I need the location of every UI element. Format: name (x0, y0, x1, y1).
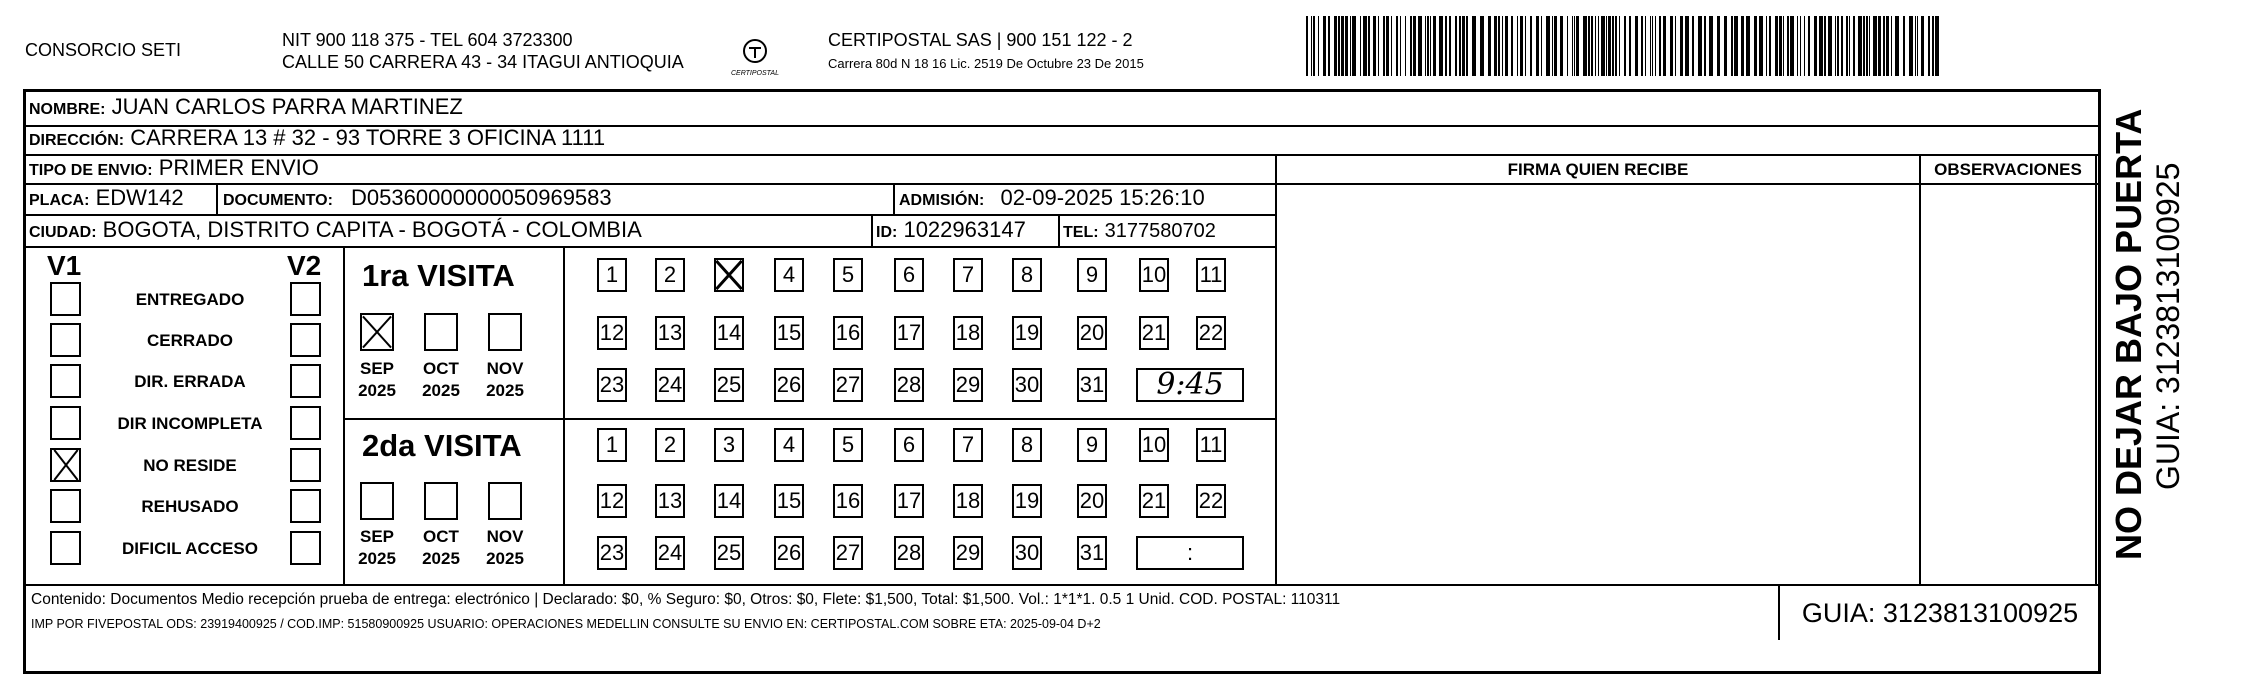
barcode-bar (1606, 16, 1607, 76)
day-30[interactable]: 30 (1012, 368, 1042, 402)
day-9[interactable]: 9 (1077, 258, 1107, 292)
day-4[interactable]: 4 (774, 428, 804, 462)
month-checkbox-oct[interactable] (424, 313, 458, 351)
day-20[interactable]: 20 (1077, 316, 1107, 350)
month-name: SEP (359, 527, 395, 546)
day-29[interactable]: 29 (953, 368, 983, 402)
barcode-bar (1418, 16, 1422, 76)
v1-header: V1 (47, 250, 82, 281)
status-label: CERRADO (147, 331, 233, 350)
barcode-bar (1466, 16, 1468, 76)
month-name: NOV (486, 527, 524, 546)
barcode-bar (1360, 16, 1361, 76)
status-label: ENTREGADO (135, 290, 245, 309)
month-year: 2025 (486, 381, 524, 400)
visit1-time-value: 9:45 (1156, 367, 1224, 402)
barcode-bar (1754, 16, 1757, 76)
v2-checkbox[interactable] (290, 364, 321, 398)
barcode-bar (1352, 16, 1356, 76)
day-31[interactable]: 31 (1077, 368, 1107, 402)
day-17[interactable]: 17 (894, 484, 924, 518)
v1-checkbox[interactable] (50, 282, 81, 316)
day-11[interactable]: 11 (1196, 428, 1226, 462)
barcode-bar (1462, 16, 1465, 76)
barcode-bar (1928, 16, 1930, 76)
barcode-bar (1917, 16, 1918, 76)
barcode-bar (1635, 16, 1638, 76)
month-checkbox-nov[interactable] (488, 313, 522, 351)
barcode-bar (1629, 16, 1631, 76)
barcode-bar (1783, 16, 1784, 76)
barcode-bar (1433, 16, 1436, 76)
tel-cell (1063, 217, 1216, 243)
visit2-time-value: : (1186, 540, 1194, 565)
day-15[interactable]: 15 (774, 316, 804, 350)
barcode-bar (1425, 16, 1426, 76)
barcode-bar (1350, 16, 1351, 76)
barcode-bar (1841, 16, 1843, 76)
barcode-bar (1779, 16, 1782, 76)
barcode-bar (1546, 16, 1550, 76)
barcode-bar (1576, 16, 1579, 76)
day-25[interactable]: 25 (714, 536, 744, 570)
day-28[interactable]: 28 (894, 368, 924, 402)
barcode-bar (1383, 16, 1385, 76)
id-value: 1022963147 (903, 217, 1026, 242)
address-line: CALLE 50 CARRERA 43 - 34 ITAGUI ANTIOQUIA (282, 52, 684, 72)
admision-label: ADMISIÓN: (899, 192, 985, 209)
logo-text: CERTIPOSTAL (731, 70, 779, 77)
tel-label: TEL: (1063, 224, 1099, 241)
day-5[interactable]: 5 (833, 428, 863, 462)
certipostal-logo (730, 34, 780, 82)
status-label: DIR. ERRADA (134, 372, 246, 391)
day-6[interactable]: 6 (894, 428, 924, 462)
barcode-bar (1574, 16, 1575, 76)
barcode-bar (1663, 16, 1666, 76)
admision-value: 02-09-2025 15:26:10 (1000, 185, 1205, 210)
placa-label: PLACA: (29, 192, 90, 209)
barcode-bar (1808, 16, 1810, 76)
barcode-bar (1439, 16, 1443, 76)
guia-box: GUIA: 3123813100925 (1801, 598, 2079, 628)
barcode-bar (1472, 16, 1476, 76)
barcode-bar (1873, 16, 1877, 76)
barcode-bar (1536, 16, 1539, 76)
day-31[interactable]: 31 (1077, 536, 1107, 570)
month-year: 2025 (422, 549, 460, 568)
day-21[interactable]: 21 (1139, 316, 1169, 350)
barcode-bar (1318, 16, 1319, 76)
barcode-bar (1505, 16, 1508, 76)
barcode-bar (1717, 16, 1720, 76)
barcode-bar (1363, 16, 1367, 76)
day-17[interactable]: 17 (894, 316, 924, 350)
direccion-value: CARRERA 13 # 32 - 93 TORRE 3 OFICINA 1111 (130, 125, 606, 150)
month-year: 2025 (358, 549, 396, 568)
day-30[interactable]: 30 (1012, 536, 1042, 570)
id-cell (876, 217, 1026, 243)
barcode-bar (1588, 16, 1590, 76)
footer-line2: IMP POR FIVEPOSTAL ODS: 23919400925 / COD.IMP: 51580900925 USUARIO: OPERACIONES MEDELLIN CONSULTE SU ENVIO EN: CERTIPOSTAL.COM SOBRE ETA: 2025-09-04 D+2 (31, 617, 1101, 631)
barcode-bar (1921, 16, 1924, 76)
company-name: CONSORCIO SETI (25, 40, 182, 60)
barcode-bar (1824, 16, 1826, 76)
day-16[interactable]: 16 (833, 484, 863, 518)
barcode-bar (1932, 16, 1934, 76)
barcode-bar (1886, 16, 1889, 76)
barcode-bar (1878, 16, 1881, 76)
barcode-bar (1814, 16, 1817, 76)
month-name: OCT (423, 359, 459, 378)
barcode-bar (1410, 16, 1412, 76)
day-19[interactable]: 19 (1012, 316, 1042, 350)
barcode-bar (1306, 16, 1308, 76)
day-21[interactable]: 21 (1139, 484, 1169, 518)
barcode-bar (1853, 16, 1855, 76)
v1-checkbox[interactable] (50, 448, 81, 482)
ciudad-cell (29, 217, 642, 243)
barcode-bar (1459, 16, 1461, 76)
barcode-bar (1488, 16, 1491, 76)
barcode-bar (1787, 16, 1789, 76)
barcode-bar (1378, 16, 1379, 76)
firma-header: FIRMA QUIEN RECIBE (1507, 160, 1689, 179)
month-checkbox-nov[interactable] (488, 482, 522, 520)
v1-checkbox[interactable] (50, 323, 81, 357)
barcode-bar (1572, 16, 1573, 76)
v2-checkbox[interactable] (290, 531, 321, 565)
month-checkbox-oct[interactable] (424, 482, 458, 520)
day-2[interactable]: 2 (655, 258, 685, 292)
day-20[interactable]: 20 (1077, 484, 1107, 518)
barcode-bar (1368, 16, 1370, 76)
barcode-bar (1731, 16, 1733, 76)
day-7[interactable]: 7 (953, 428, 983, 462)
day-3[interactable]: 3 (714, 428, 744, 462)
day-1[interactable]: 1 (597, 258, 627, 292)
day-5[interactable]: 5 (833, 258, 863, 292)
barcode-bar (1554, 16, 1557, 76)
visit2-title: 2da VISITA (362, 428, 522, 463)
side-guia: GUIA: 3123813100925 (2150, 162, 2186, 490)
barcode-bar (1800, 16, 1801, 76)
v2-checkbox[interactable] (290, 406, 321, 440)
day-14[interactable]: 14 (714, 484, 744, 518)
placa-cell (29, 185, 184, 211)
barcode-bar (1445, 16, 1447, 76)
day-11[interactable]: 11 (1196, 258, 1226, 292)
barcode-bar (1775, 16, 1778, 76)
day-19[interactable]: 19 (1012, 484, 1042, 518)
barcode-bar (1895, 16, 1899, 76)
status-label: NO RESIDE (143, 456, 237, 475)
barcode-bar (1645, 16, 1646, 76)
barcode-bar (1704, 16, 1706, 76)
placa-value: EDW142 (95, 185, 184, 210)
month-checkbox-sep[interactable] (360, 313, 394, 351)
barcode-bar (1608, 16, 1611, 76)
barcode-bar (1455, 16, 1457, 76)
month-name: NOV (486, 359, 524, 378)
side-warning: NO DEJAR BAJO PUERTA (2108, 108, 2149, 560)
ciudad-value: BOGOTA, DISTRITO CAPITA - BOGOTÁ - COLOMBIA (102, 217, 642, 242)
day-14[interactable]: 14 (714, 316, 744, 350)
nombre-label: NOMBRE: (29, 101, 106, 118)
barcode-bar (1746, 16, 1750, 76)
barcode-bar (1759, 16, 1763, 76)
month-year: 2025 (486, 549, 524, 568)
day-8[interactable]: 8 (1012, 428, 1042, 462)
day-10[interactable]: 10 (1139, 428, 1169, 462)
barcode-bar (1591, 16, 1593, 76)
day-25[interactable]: 25 (714, 368, 744, 402)
barcode-bar (1552, 16, 1553, 76)
day-26[interactable]: 26 (774, 368, 804, 402)
barcode-bar (1498, 16, 1500, 76)
barcode-bar (1903, 16, 1905, 76)
barcode-bar (1413, 16, 1416, 76)
visit2-time[interactable] (1136, 536, 1244, 570)
day-18[interactable]: 18 (953, 316, 983, 350)
barcode-bar (1598, 16, 1599, 76)
barcode (1306, 16, 1941, 80)
nit-line: NIT 900 118 375 - TEL 604 3723300 (282, 30, 573, 50)
month-label (475, 526, 535, 570)
barcode-bar (1766, 16, 1767, 76)
barcode-bar (1797, 16, 1798, 76)
barcode-bar (1520, 16, 1523, 76)
v2-checkbox[interactable] (290, 489, 321, 523)
barcode-bar (1373, 16, 1376, 76)
day-13[interactable]: 13 (655, 484, 685, 518)
barcode-bar (1530, 16, 1532, 76)
barcode-bar (1698, 16, 1702, 76)
barcode-bar (1804, 16, 1805, 76)
barcode-bar (1709, 16, 1713, 76)
barcode-bar (1685, 16, 1689, 76)
barcode-bar (1790, 16, 1794, 76)
day-29[interactable]: 29 (953, 536, 983, 570)
day-12[interactable]: 12 (597, 316, 627, 350)
barcode-bar (1567, 16, 1568, 76)
barcode-bar (1494, 16, 1497, 76)
day-27[interactable]: 27 (833, 368, 863, 402)
barcode-bar (1583, 16, 1587, 76)
barcode-bar (1615, 16, 1617, 76)
month-year: 2025 (358, 381, 396, 400)
barcode-bar (1883, 16, 1885, 76)
v2-checkbox[interactable] (290, 448, 321, 482)
day-23[interactable]: 23 (597, 536, 627, 570)
barcode-bar (1328, 16, 1330, 76)
barcode-bar (1891, 16, 1892, 76)
observaciones-header: OBSERVACIONES (1934, 160, 2082, 179)
status-label: DIR INCOMPLETA (117, 414, 263, 433)
day-24[interactable]: 24 (655, 536, 685, 570)
barcode-bar (1313, 16, 1315, 76)
barcode-bar (1680, 16, 1683, 76)
barcode-bar (1858, 16, 1862, 76)
nombre-row (29, 94, 463, 120)
barcode-bar (1541, 16, 1542, 76)
month-label (347, 526, 407, 570)
barcode-bar (1652, 16, 1653, 76)
day-9[interactable]: 9 (1077, 428, 1107, 462)
barcode-bar (1849, 16, 1850, 76)
barcode-bar (1601, 16, 1605, 76)
admision-cell (899, 185, 1205, 211)
barcode-bar (1655, 16, 1656, 76)
barcode-bar (1427, 16, 1429, 76)
barcode-bar (1915, 16, 1916, 76)
status-label: REHUSADO (141, 497, 239, 516)
barcode-bar (1724, 16, 1727, 76)
barcode-bar (1624, 16, 1626, 76)
v1-checkbox[interactable] (50, 406, 81, 440)
barcode-bar (1869, 16, 1870, 76)
documento-label: DOCUMENTO: (223, 192, 333, 209)
day-18[interactable]: 18 (953, 484, 983, 518)
day-1[interactable]: 1 (597, 428, 627, 462)
barcode-bar (1670, 16, 1673, 76)
tipo-label: TIPO DE ENVIO: (29, 162, 153, 179)
barcode-bar (1659, 16, 1661, 76)
month-label (475, 358, 535, 402)
day-7[interactable]: 7 (953, 258, 983, 292)
barcode-bar (1692, 16, 1694, 76)
barcode-bar (1511, 16, 1513, 76)
barcode-bar (1391, 16, 1392, 76)
documento-cell (223, 185, 612, 211)
barcode-bar (1769, 16, 1771, 76)
barcode-bar (1866, 16, 1868, 76)
v1-checkbox[interactable] (50, 531, 81, 565)
barcode-bar (1835, 16, 1836, 76)
v2-checkbox[interactable] (290, 282, 321, 316)
month-label (411, 358, 471, 402)
id-label: ID: (876, 224, 898, 241)
month-label (347, 358, 407, 402)
ciudad-label: CIUDAD: (29, 224, 97, 241)
day-22[interactable]: 22 (1196, 316, 1226, 350)
day-15[interactable]: 15 (774, 484, 804, 518)
barcode-bar (1846, 16, 1848, 76)
barcode-bar (1741, 16, 1744, 76)
barcode-bar (1386, 16, 1389, 76)
day-28[interactable]: 28 (894, 536, 924, 570)
day-26[interactable]: 26 (774, 536, 804, 570)
direccion-row (29, 125, 605, 151)
day-27[interactable]: 27 (833, 536, 863, 570)
visit1-title: 1ra VISITA (362, 258, 515, 293)
barcode-bar (1334, 16, 1337, 76)
day-3[interactable] (714, 258, 744, 292)
day-24[interactable]: 24 (655, 368, 685, 402)
barcode-bar (1675, 16, 1676, 76)
tipo-value: PRIMER ENVIO (158, 155, 319, 180)
barcode-bar (1311, 16, 1312, 76)
day-6[interactable]: 6 (894, 258, 924, 292)
v2-checkbox[interactable] (290, 323, 321, 357)
day-22[interactable]: 22 (1196, 484, 1226, 518)
visit1-time[interactable] (1136, 368, 1244, 402)
barcode-bar (1828, 16, 1832, 76)
barcode-bar (1612, 16, 1614, 76)
documento-value: D05360000000050969583 (351, 185, 612, 210)
day-12[interactable]: 12 (597, 484, 627, 518)
v2-header: V2 (287, 250, 322, 281)
barcode-bar (1595, 16, 1596, 76)
barcode-bar (1396, 16, 1398, 76)
barcode-bar (1323, 16, 1326, 76)
barcode-bar (1345, 16, 1348, 76)
barcode-bar (1641, 16, 1643, 76)
barcode-bar (1449, 16, 1451, 76)
day-2[interactable]: 2 (655, 428, 685, 462)
barcode-bar (1935, 16, 1939, 76)
v1-checkbox[interactable] (50, 489, 81, 523)
barcode-bar (1341, 16, 1344, 76)
certipostal-line: CERTIPOSTAL SAS | 900 151 122 - 2 (828, 30, 1133, 50)
barcode-bar (1863, 16, 1865, 76)
barcode-bar (1734, 16, 1738, 76)
barcode-bar (1480, 16, 1484, 76)
day-16[interactable]: 16 (833, 316, 863, 350)
license-line: Carrera 80d N 18 16 Lic. 2519 De Octubre 23 De 2015 (828, 56, 1144, 71)
footer-line1: Contenido: Documentos Medio recepción prueba de entrega: electrónico | Declarado: $0, % Seguro: $0, Otros: $0, Flete: $1,500, Total: $1,500. Vol.: 1*1*1. 0.5 1 Unid. COD. POSTAL: 110311 (31, 591, 1341, 608)
month-checkbox-sep[interactable] (360, 482, 394, 520)
v1-checkbox[interactable] (50, 364, 81, 398)
barcode-bar (1619, 16, 1620, 76)
barcode-bar (1819, 16, 1823, 76)
day-8[interactable]: 8 (1012, 258, 1042, 292)
day-13[interactable]: 13 (655, 316, 685, 350)
barcode-bar (1517, 16, 1518, 76)
barcode-bar (1650, 16, 1651, 76)
tipo-row (29, 155, 319, 181)
direccion-label: DIRECCIÓN: (29, 132, 125, 149)
barcode-bar (1909, 16, 1913, 76)
barcode-bar (1338, 16, 1340, 76)
month-label (411, 526, 471, 570)
barcode-bar (1525, 16, 1526, 76)
nombre-value: JUAN CARLOS PARRA MARTINEZ (111, 94, 463, 119)
barcode-bar (1502, 16, 1503, 76)
barcode-bar (1400, 16, 1401, 76)
day-4[interactable]: 4 (774, 258, 804, 292)
barcode-bar (1837, 16, 1839, 76)
tel-value: 3177580702 (1104, 220, 1216, 242)
status-label: DIFICIL ACCESO (121, 539, 258, 558)
month-name: SEP (359, 359, 395, 378)
day-23[interactable]: 23 (597, 368, 627, 402)
barcode-bar (1405, 16, 1406, 76)
month-year: 2025 (422, 381, 460, 400)
barcode-bar (1430, 16, 1431, 76)
day-10[interactable]: 10 (1139, 258, 1169, 292)
month-name: OCT (423, 527, 459, 546)
barcode-bar (1560, 16, 1563, 76)
